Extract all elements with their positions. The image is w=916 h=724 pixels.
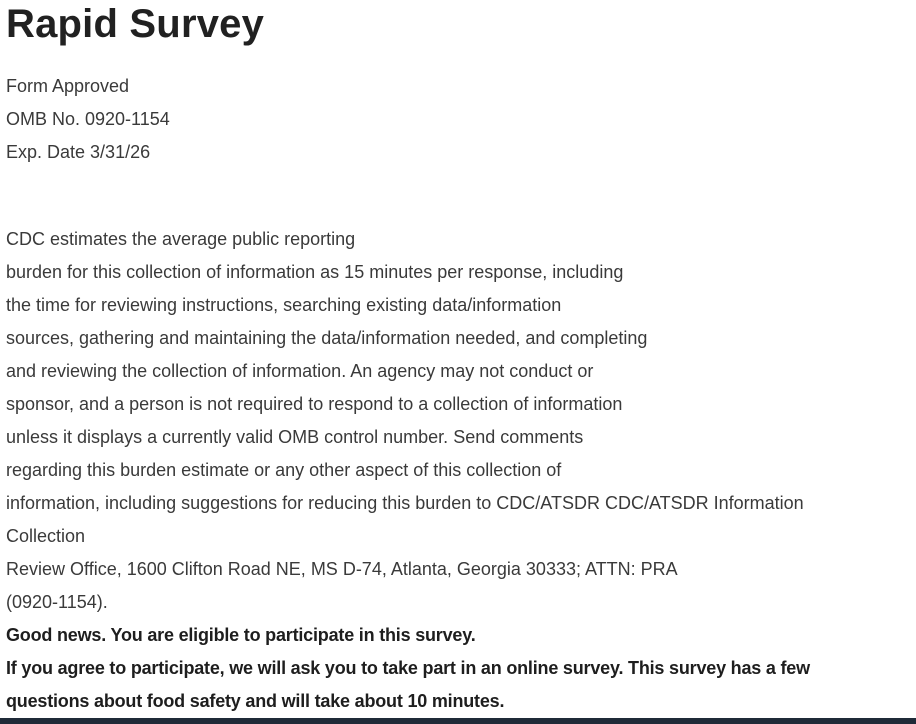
page-title: Rapid Survey (6, 2, 265, 46)
burden-line: and reviewing the collection of information. An agency may not conduct or (6, 361, 594, 381)
form-approved-label: Form Approved (6, 76, 130, 96)
burden-line: unless it displays a currently valid OMB control number. Send comments (6, 427, 584, 447)
burden-line: burden for this collection of information as 15 minutes per response, including (6, 262, 624, 282)
burden-line: sponsor, and a person is not required to respond to a collection of information (6, 394, 623, 414)
burden-line: the time for reviewing instructions, searching existing data/information (6, 295, 562, 315)
burden-statement (6, 223, 916, 619)
burden-line: (0920-1154). (6, 592, 108, 612)
eligibility-line: questions about food safety and will take about 10 minutes. (6, 691, 505, 711)
eligibility-message (6, 619, 916, 718)
omb-number: OMB No. 0920-1154 (6, 109, 170, 129)
burden-line: information, including suggestions for reducing this burden to CDC/ATSDR CDC/ATSDR Information (6, 493, 804, 513)
burden-line: sources, gathering and maintaining the data/information needed, and completing (6, 328, 648, 348)
burden-line: Collection (6, 526, 86, 546)
footer-bar (0, 718, 916, 724)
burden-line: regarding this burden estimate or any other aspect of this collection of (6, 460, 562, 480)
eligibility-line: Good news. You are eligible to participate in this survey. (6, 625, 476, 645)
burden-line: Review Office, 1600 Clifton Road NE, MS D-74, Atlanta, Georgia 30333; ATTN: PRA (6, 559, 678, 579)
burden-line: CDC estimates the average public reporting (6, 229, 356, 249)
expiration-date: Exp. Date 3/31/26 (6, 142, 151, 162)
eligibility-line: If you agree to participate, we will ask you to take part in an online survey. This survey has a few (6, 658, 810, 678)
form-approval-block (6, 70, 916, 169)
